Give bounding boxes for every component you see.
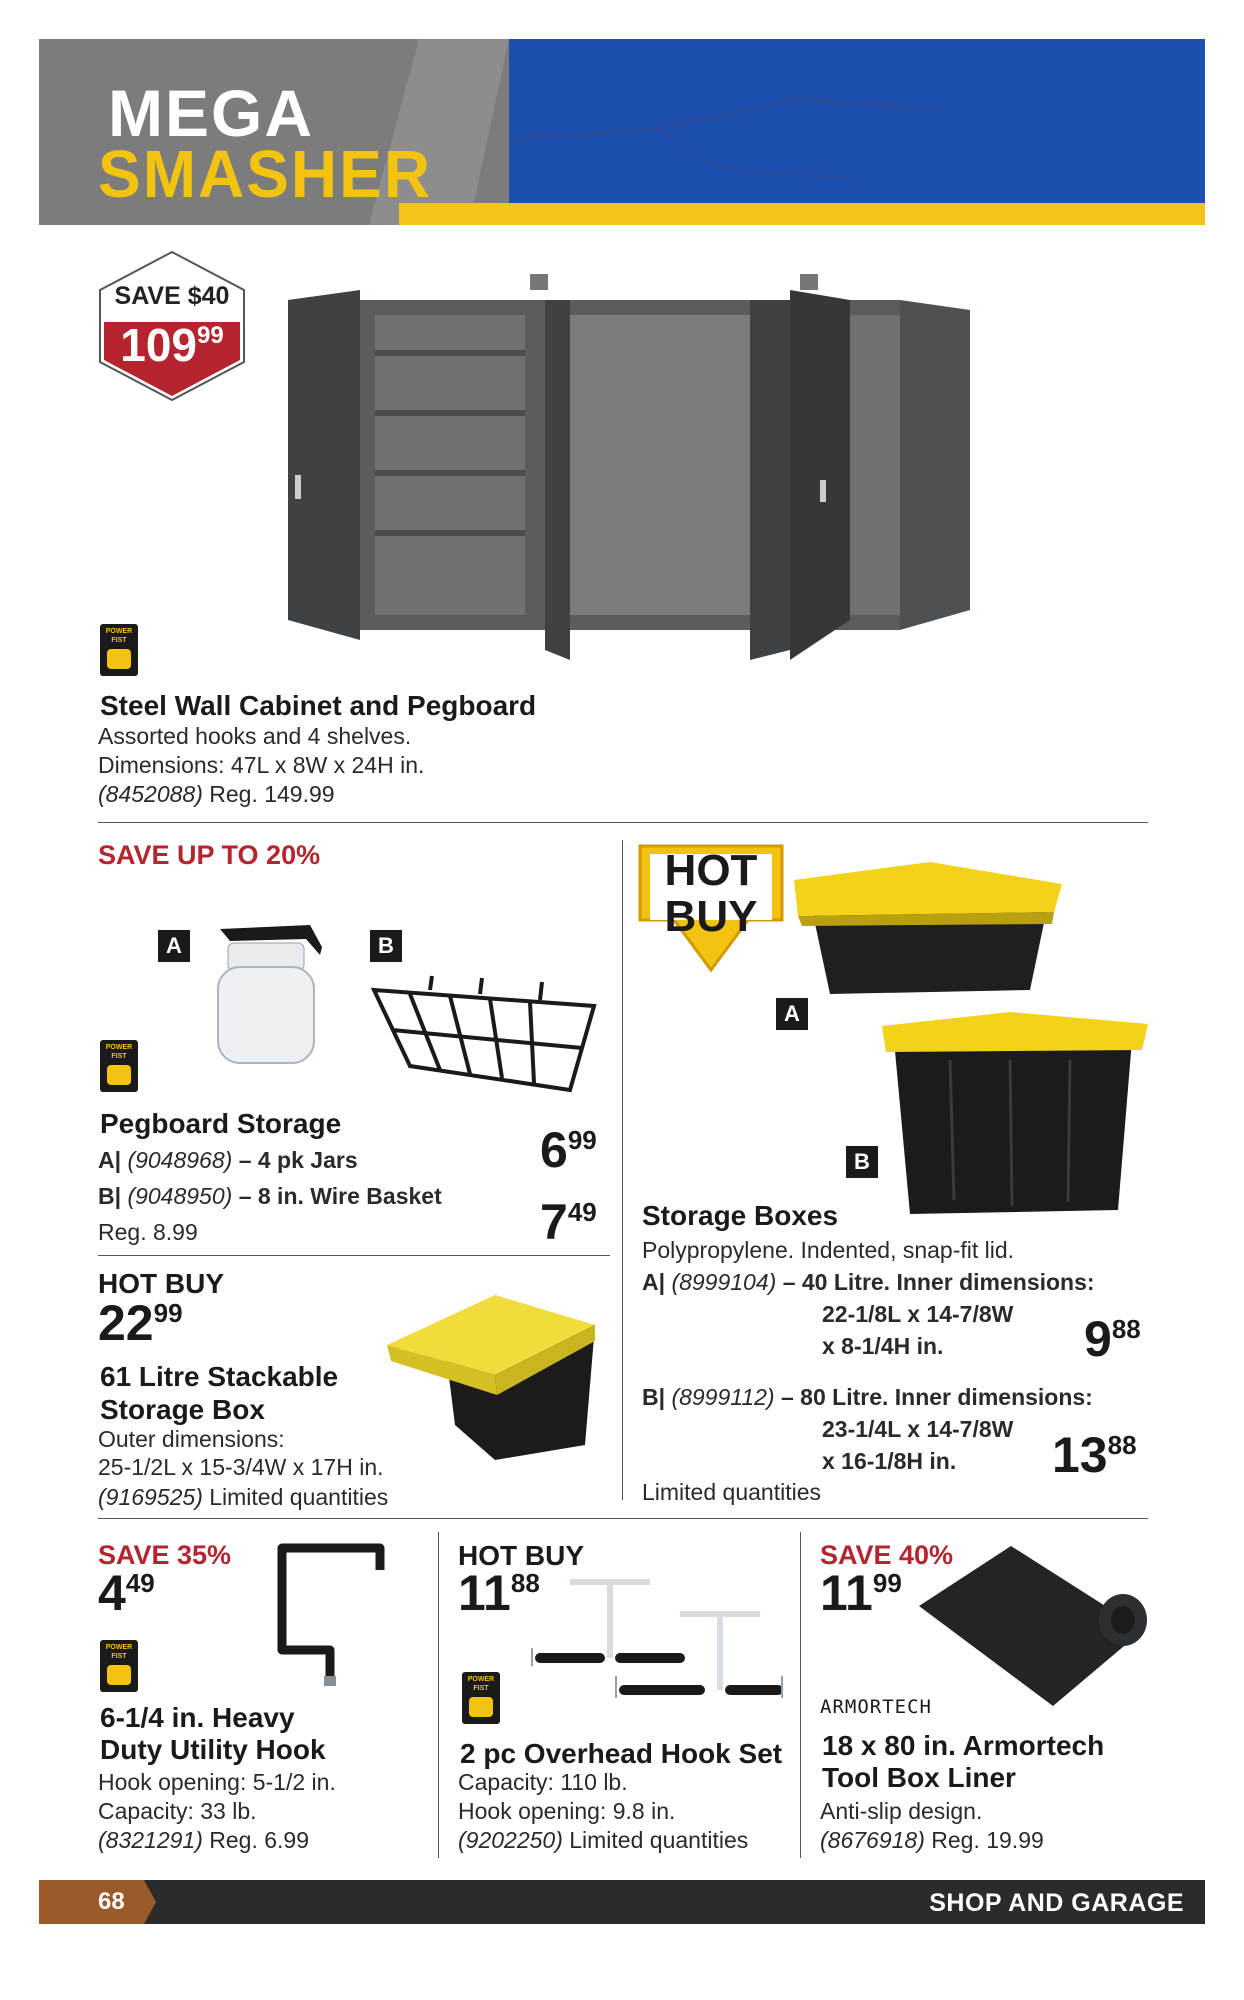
pegboard-item-a-label: A| [98, 1147, 122, 1173]
storage-box-b-sku: (8999112) [671, 1384, 775, 1410]
liner-reg-price: Reg. 19.99 [931, 1827, 1044, 1853]
hook-reg-price: Reg. 6.99 [209, 1827, 309, 1853]
stackable-note: Limited quantities [209, 1484, 389, 1510]
cabinet-desc-1: Assorted hooks and 4 shelves. [98, 723, 412, 749]
liner-sku-line [820, 1826, 1044, 1855]
pegboard-price-a [540, 1122, 597, 1178]
power-fist-logo-text: POWER FIST [467, 1676, 495, 1692]
storage-boxes-note: Limited quantities [642, 1479, 821, 1505]
hot-buy-badge-text [650, 848, 772, 940]
power-fist-logo [100, 624, 138, 676]
stackable-price-dollars: 22 [98, 1295, 154, 1351]
pegboard-price-a-cents: 99 [567, 1125, 597, 1155]
pegboard-item-b-desc: – 8 in. Wire Basket [238, 1183, 442, 1209]
power-fist-logo-text: POWER FIST [105, 1644, 133, 1660]
storage-box-a-label: A| [642, 1269, 666, 1295]
power-fist-logo-text: POWER FIST [105, 1044, 133, 1060]
badge-save-text: SAVE $40 [114, 282, 230, 310]
cabinet-title: Steel Wall Cabinet and Pegboard [100, 690, 537, 721]
divider [98, 1518, 1148, 1519]
storage-box-a-price-dollars: 9 [1084, 1311, 1112, 1367]
pegboard-price-a-dollars: 6 [540, 1122, 568, 1178]
cabinet-reg-price: Reg. 149.99 [209, 781, 335, 807]
fist-icon [469, 1697, 493, 1717]
overhead-note: Limited quantities [569, 1827, 749, 1853]
storage-box-b-line-2: 23-1/4L x 14-7/8W [822, 1416, 1014, 1442]
pegboard-item-b-label: B| [98, 1183, 122, 1209]
power-fist-logo [462, 1672, 500, 1724]
pegboard-price-b [540, 1194, 597, 1250]
armortech-logo: ARMORTECH [820, 1696, 932, 1718]
fist-icon [107, 1065, 131, 1085]
storage-box-a-line-3: x 8-1/4H in. [822, 1333, 944, 1359]
pegboard-tag-a: A [158, 930, 190, 962]
storage-box-b-label: B| [642, 1384, 666, 1410]
fist-icon [107, 1665, 131, 1685]
storage-box-a-desc: – 40 Litre. Inner dimensions: [782, 1269, 1095, 1295]
liner-sku: (8676918) [820, 1827, 925, 1853]
power-fist-logo [100, 1040, 138, 1092]
liner-title-line-1: 18 x 80 in. Armortech [822, 1730, 1105, 1761]
hook-price-dollars: 4 [98, 1565, 126, 1621]
stackable-price-cents: 99 [153, 1298, 183, 1328]
badge-price-cents: 99 [197, 322, 224, 349]
liner-price-dollars: 11 [820, 1565, 873, 1621]
divider-vertical [800, 1532, 801, 1858]
storage-boxes-desc: Polypropylene. Indented, snap-fit lid. [642, 1237, 1015, 1263]
overhead-desc-1: Capacity: 110 lb. [458, 1769, 628, 1795]
storage-box-a-price [1084, 1311, 1141, 1367]
section-title: SHOP AND GARAGE [929, 1889, 1184, 1917]
pegboard-jar-image [210, 915, 330, 1075]
hook-title [100, 1702, 326, 1766]
footer-page-tab [39, 1880, 143, 1924]
hook-desc-1: Hook opening: 5-1/2 in. [98, 1769, 336, 1795]
power-fist-logo-text: POWER FIST [105, 628, 133, 644]
stackable-sku: (9169525) [98, 1484, 203, 1510]
banner-title-mega: MEGA [108, 76, 314, 150]
storage-box-tag-b: B [846, 1146, 878, 1178]
overhead-price-cents: 88 [510, 1568, 540, 1598]
stackable-desc-1: Outer dimensions: [98, 1426, 285, 1452]
power-fist-logo [100, 1640, 138, 1692]
badge-price-dollars: 109 [120, 319, 198, 371]
overhead-price-dollars: 11 [458, 1565, 511, 1621]
storage-boxes-title: Storage Boxes [642, 1200, 839, 1231]
storage-box-a-line-1 [642, 1268, 1095, 1297]
liner-price-cents: 99 [872, 1568, 902, 1598]
pegboard-item-b-sku: (9048950) [127, 1183, 233, 1209]
stackable-sku-line [98, 1483, 388, 1512]
storage-box-b-price-dollars: 13 [1052, 1427, 1108, 1483]
pegboard-price-b-dollars: 7 [540, 1194, 568, 1250]
stackable-hot-buy: HOT BUY [98, 1268, 224, 1299]
storage-box-b-line-1 [642, 1383, 1093, 1412]
page-number: 68 [98, 1888, 125, 1915]
liner-title [822, 1730, 1104, 1794]
overhead-sku: (9202250) [458, 1827, 563, 1853]
hook-price [98, 1565, 155, 1621]
hook-title-line-2: Duty Utility Hook [100, 1734, 326, 1765]
fist-icon [107, 649, 131, 669]
hook-title-line-1: 6-1/4 in. Heavy [100, 1702, 295, 1733]
divider [98, 1255, 610, 1256]
footer-chevron-icon [140, 1880, 156, 1924]
stackable-title [100, 1360, 338, 1426]
storage-box-b-desc: – 80 Litre. Inner dimensions: [780, 1384, 1093, 1410]
pegboard-item-b [98, 1182, 442, 1211]
cabinet-sku-line [98, 780, 335, 809]
storage-box-a-sku: (8999104) [671, 1269, 777, 1295]
storage-box-a-price-cents: 88 [1111, 1314, 1141, 1344]
pegboard-reg-price: Reg. 8.99 [98, 1219, 198, 1245]
overhead-title: 2 pc Overhead Hook Set [460, 1738, 783, 1769]
hot-buy-badge-line-2: BUY [664, 892, 758, 941]
pegboard-tag-b: B [370, 930, 402, 962]
stackable-title-line-1: 61 Litre Stackable [100, 1361, 339, 1392]
overhead-hook-set-image [520, 1578, 790, 1718]
storage-box-a-line-2: 22-1/8L x 14-7/8W [822, 1301, 1014, 1327]
cabinet-sku: (8452088) [98, 781, 203, 807]
pegboard-save: SAVE UP TO 20% [98, 840, 321, 870]
badge-price [98, 318, 246, 372]
divider-vertical [438, 1532, 439, 1858]
storage-box-b-image [880, 1010, 1150, 1220]
overhead-sku-line [458, 1826, 748, 1855]
divider-vertical [622, 840, 623, 1500]
utility-hook-image [270, 1540, 390, 1690]
hook-price-cents: 49 [125, 1568, 155, 1598]
hook-desc-2: Capacity: 33 lb. [98, 1798, 257, 1824]
banner-title-smasher: SMASHER [98, 136, 433, 212]
pegboard-price-b-cents: 49 [567, 1197, 597, 1227]
storage-box-a-image [790, 860, 1070, 1000]
liner-title-line-2: Tool Box Liner [822, 1762, 1016, 1793]
hook-sku-line [98, 1826, 309, 1855]
pegboard-item-a-sku: (9048968) [127, 1147, 233, 1173]
wire-basket-image [370, 970, 610, 1100]
divider [98, 822, 1148, 823]
overhead-hot-buy: HOT BUY [458, 1540, 584, 1571]
liner-desc: Anti-slip design. [820, 1798, 983, 1824]
stackable-title-line-2: Storage Box [100, 1394, 265, 1425]
liner-price [820, 1565, 902, 1621]
hot-buy-badge-line-1: HOT [664, 846, 758, 895]
banner-yellow-stripe [399, 203, 1205, 225]
overhead-desc-2: Hook opening: 9.8 in. [458, 1798, 676, 1824]
pegboard-item-a [98, 1146, 358, 1175]
stackable-desc-2: 25-1/2L x 15-3/4W x 17H in. [98, 1454, 384, 1480]
liner-save: SAVE 40% [820, 1540, 954, 1570]
storage-box-b-price [1052, 1427, 1137, 1483]
storage-box-b-line-3: x 16-1/8H in. [822, 1448, 957, 1474]
storage-box-b-price-cents: 88 [1107, 1430, 1137, 1460]
tool-box-liner-image [915, 1540, 1155, 1710]
pegboard-item-a-desc: – 4 pk Jars [238, 1147, 358, 1173]
storage-box-tag-a: A [776, 998, 808, 1030]
stackable-box-image [385, 1285, 605, 1465]
hook-sku: (8321291) [98, 1827, 203, 1853]
stackable-price [98, 1295, 183, 1351]
pegboard-title: Pegboard Storage [100, 1108, 342, 1139]
hook-save: SAVE 35% [98, 1540, 232, 1570]
cabinet-desc-2: Dimensions: 47L x 8W x 24H in. [98, 752, 425, 778]
steel-wall-cabinet-image [280, 270, 980, 670]
